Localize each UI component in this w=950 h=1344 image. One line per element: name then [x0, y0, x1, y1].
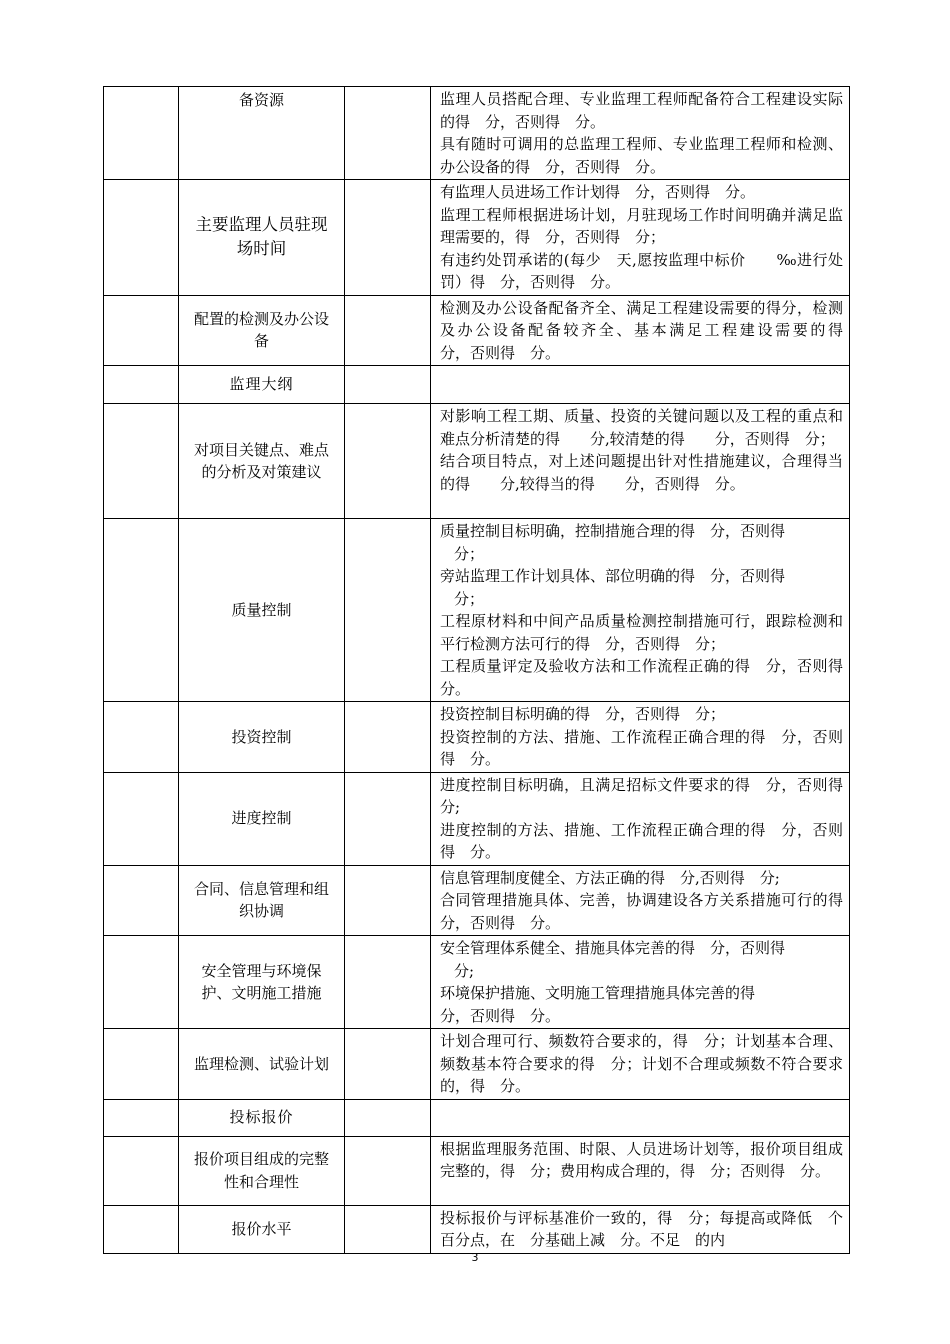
section-row — [104, 366, 850, 404]
criteria-line: 环境保护措施、文明施工管理措施具体完善的得 — [440, 984, 756, 1002]
empty-cell — [104, 295, 179, 366]
empty-cell — [345, 772, 431, 865]
item-name: 报价水平 — [179, 1205, 345, 1253]
empty-cell — [345, 865, 431, 936]
criteria-line: 旁站监理工作计划具体、部位明确的得 分，否则得 — [440, 567, 786, 585]
table-row — [104, 404, 850, 519]
criteria-line: 具有随时可调用的总监理工程师、专业监理工程师和检测、办公设备的得 分，否则得 分。 — [440, 135, 843, 176]
criteria-line: 分，否则得 分。 — [440, 1006, 561, 1025]
empty-cell — [345, 936, 431, 1029]
empty-cell — [345, 1099, 431, 1136]
scoring-table — [103, 86, 874, 1254]
table-row — [104, 936, 850, 1029]
criteria-line: 分； — [454, 589, 485, 608]
criteria-line: 质量控制目标明确，控制措施合理的得 分，否则得 — [440, 522, 786, 540]
criteria-cell — [431, 1029, 850, 1100]
empty-cell — [345, 702, 431, 773]
item-name: 投资控制 — [179, 702, 345, 773]
criteria-cell — [431, 404, 850, 519]
item-name: 备资源 — [179, 87, 345, 180]
criteria-cell — [431, 1205, 850, 1253]
empty-cell — [345, 1136, 431, 1205]
empty-cell — [345, 180, 431, 296]
criteria-line: 计划合理可行、频数符合要求的，得 分；计划基本合理、频数基本符合要求的得 分；计划不合理或频数不符合要求的，得 分。 — [440, 1032, 843, 1095]
empty-cell — [345, 295, 431, 366]
criteria-line: 有违约处罚承诺的(每少 天,愿按监理中标价 ‰进行处罚）得 分，否则得 分。 — [440, 250, 843, 291]
table-row — [104, 865, 850, 936]
empty-cell — [345, 1205, 431, 1253]
item-name: 报价项目组成的完整性和合理性 — [179, 1136, 345, 1205]
criteria-line: 根据监理服务范围、时限、人员进场计划等，报价项目组成完整的，得 分；费用构成合理的，得 分；否则得 分。 — [440, 1139, 843, 1180]
empty-cell — [104, 87, 179, 180]
criteria-line: 分; — [454, 961, 475, 980]
empty-cell — [104, 366, 179, 404]
criteria-line: 进度控制目标明确，且满足招标文件要求的得 分，否则得 分; — [440, 775, 859, 816]
table-row — [104, 87, 850, 180]
criteria-line: 检测及办公设备配备齐全、满足工程建设需要的得分，检测及办公设备配备较齐全、基本满足工程建设需要的得 分，否则得 分。 — [440, 298, 874, 362]
criteria-line: 进度控制的方法、措施、工作流程正确合理的得 分，否则得 分。 — [440, 820, 843, 861]
criteria-line: 安全管理体系健全、措施具体完善的得 分，否则得 — [440, 939, 786, 957]
criteria-line: 工程原材料和中间产品质量检测控制措施可行，跟踪检测和平行检测方法可行的得 分，否则得 分； — [440, 612, 843, 653]
page-number: 3 — [471, 1251, 479, 1264]
empty-cell — [104, 1099, 179, 1136]
criteria-line: 投资控制目标明确的得 分，否则得 分； — [440, 705, 726, 723]
table-row — [104, 1136, 850, 1205]
empty-cell — [104, 772, 179, 865]
criteria-line: 信息管理制度健全、方法正确的得 分,否则得 分; — [440, 868, 780, 887]
item-name: 进度控制 — [179, 772, 345, 865]
criteria-line: 有监理人员进场工作计划得 分，否则得 分。 — [440, 183, 756, 201]
criteria-line: 结合项目特点，对上述问题提出针对性措施建议，合理得当的得 分,较得当的得 分，否则得 分。 — [440, 452, 843, 493]
empty-cell — [345, 404, 431, 519]
criteria-line: 分； — [454, 544, 485, 563]
criteria-cell — [431, 772, 859, 865]
table-row — [104, 702, 850, 773]
empty-cell — [431, 1099, 850, 1136]
criteria-cell — [431, 519, 859, 702]
table-row — [104, 519, 850, 702]
criteria-cell — [431, 295, 874, 366]
empty-cell — [345, 519, 431, 702]
section-title: 投标报价 — [179, 1099, 345, 1136]
item-name: 合同、信息管理和组织协调 — [179, 865, 345, 936]
empty-cell — [104, 404, 179, 519]
empty-cell — [431, 366, 850, 404]
criteria-line: 投标报价与评标基准价一致的，得 分；每提高或降低 个百分点，在 分基础上减 分。不足 的内 — [440, 1208, 843, 1249]
table-row — [104, 180, 850, 296]
criteria-cell — [431, 865, 859, 936]
item-name: 主要监理人员驻现场时间 — [179, 180, 345, 296]
section-row — [104, 1099, 850, 1136]
criteria-line: 合同管理措施具体、完善，协调建设各方关系措施可行的得 分，否则得 分。 — [440, 891, 859, 932]
table-row — [104, 1029, 850, 1100]
empty-cell — [104, 180, 179, 296]
empty-cell — [104, 1136, 179, 1205]
empty-cell — [345, 1029, 431, 1100]
section-title: 监理大纲 — [179, 366, 345, 404]
empty-cell — [345, 87, 431, 180]
table-row — [104, 1205, 850, 1253]
criteria-line: 对影响工程工期、质量、投资的关键问题以及工程的重点和难点分析清楚的得 分,较清楚的得 分，否则得 分； — [440, 407, 843, 448]
empty-cell — [104, 702, 179, 773]
empty-cell — [345, 366, 431, 404]
item-name: 质量控制 — [179, 519, 345, 702]
table-row — [104, 295, 850, 366]
criteria-cell — [431, 936, 850, 1029]
item-name: 对项目关键点、难点的分析及对策建议 — [179, 404, 345, 519]
empty-cell — [104, 865, 179, 936]
item-name: 监理检测、试验计划 — [179, 1029, 345, 1100]
criteria-line: 工程质量评定及验收方法和工作流程正确的得 分，否则得 分。 — [440, 657, 859, 698]
empty-cell — [104, 1029, 179, 1100]
criteria-cell — [431, 87, 850, 180]
criteria-line: 监理工程师根据进场计划，月驻现场工作时间明确并满足监理需要的，得 分，否则得 分； — [440, 205, 843, 246]
criteria-line: 监理人员搭配合理、专业监理工程师配备符合工程建设实际的得 分，否则得 分。 — [440, 90, 843, 131]
table-row — [104, 772, 850, 865]
item-name: 配置的检测及办公设备 — [179, 295, 345, 366]
criteria-cell — [431, 702, 850, 773]
empty-cell — [104, 519, 179, 702]
criteria-line: 投资控制的方法、措施、工作流程正确合理的得 分，否则得 分。 — [440, 727, 843, 768]
criteria-cell — [431, 180, 850, 296]
empty-cell — [104, 936, 179, 1029]
empty-cell — [104, 1205, 179, 1253]
item-name: 安全管理与环境保护、文明施工措施 — [179, 936, 345, 1029]
criteria-cell — [431, 1136, 850, 1205]
